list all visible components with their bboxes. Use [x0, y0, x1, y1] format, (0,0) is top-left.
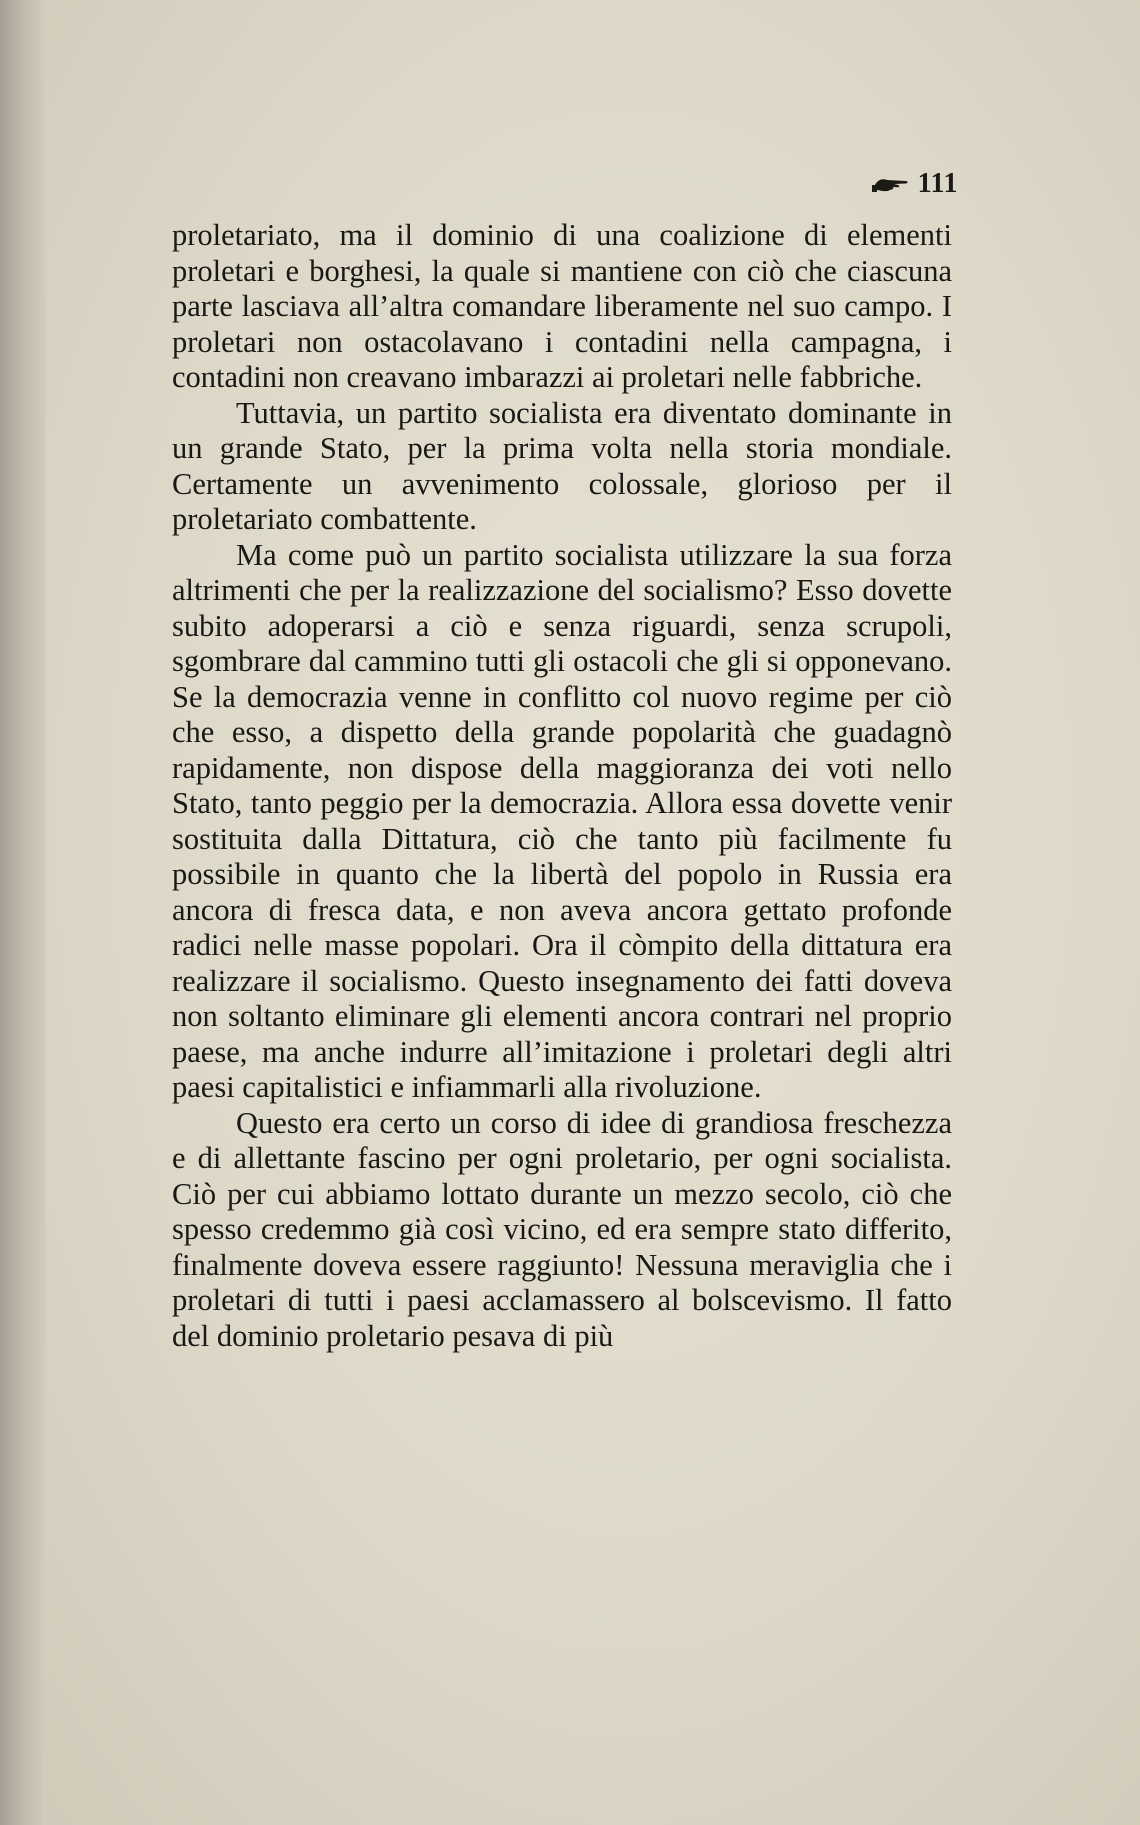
page-gutter-shadow	[0, 0, 46, 1825]
pointing-hand-icon	[872, 174, 910, 194]
page-number: 111	[917, 168, 958, 199]
body-text	[172, 218, 952, 1354]
paragraph-1: proletariato, ma il dominio di una coalizione di elementi proletari e borghesi, la quale si mantiene con ciò che ciascuna parte lasciava all’altra comandare liberamente nel suo campo. I proletari non ostacolavano i contadini nella campagna, i contadini non creavano imbarazzi ai proletari nelle fabbriche.	[172, 218, 952, 394]
page-header	[872, 168, 958, 200]
paragraph-4: Questo era certo un corso di idee di grandiosa freschezza e di allettante fascino per ogni proletario, per ogni socialista. Ciò per cui abbiamo lottato durante un mezzo secolo, ciò che spesso credemmo già così vicino, ed era sempre stato differito, finalmente doveva essere raggiunto! Nessuna meraviglia che i proletari di tutti i paesi acclamassero al bolscevismo. Il fatto del dominio proletario pesava di più	[172, 1105, 952, 1353]
paragraph-3: Ma come può un partito socialista utilizzare la sua forza altrimenti che per la realizzazione del socialismo? Esso dovette subito adoperarsi a ciò e senza riguardi, senza scrupoli, sgombrare dal cammino tutti gli ostacoli che gli si opponevano. Se la democrazia venne in conflitto col nuovo regime per ciò che esso, a dispetto della grande popolarità che guadagnò rapidamente, non dispose della maggioranza dei voti nello Stato, tanto peggio per la democrazia. Allora essa dovette venir sostituita dalla Dittatura, ciò che tanto più facilmente fu possibile in quanto che la libertà del popolo in Russia era ancora di fresca data, e non aveva ancora gettato profonde radici nelle masse popolari. Ora il còmpito della dittatura era realizzare il socialismo. Questo insegnamento dei fatti doveva non soltanto eliminare gli elementi ancora contrari nel proprio paese, ma anche indurre all’imitazione i proletari degli altri paesi capitalistici e infiammarli alla rivoluzione.	[172, 537, 952, 1104]
paragraph-2: Tuttavia, un partito socialista era diventato dominante in un grande Stato, per la prima volta nella storia mondiale. Certamente un avvenimento colossale, glorioso per il proletariato combattente.	[172, 395, 952, 536]
